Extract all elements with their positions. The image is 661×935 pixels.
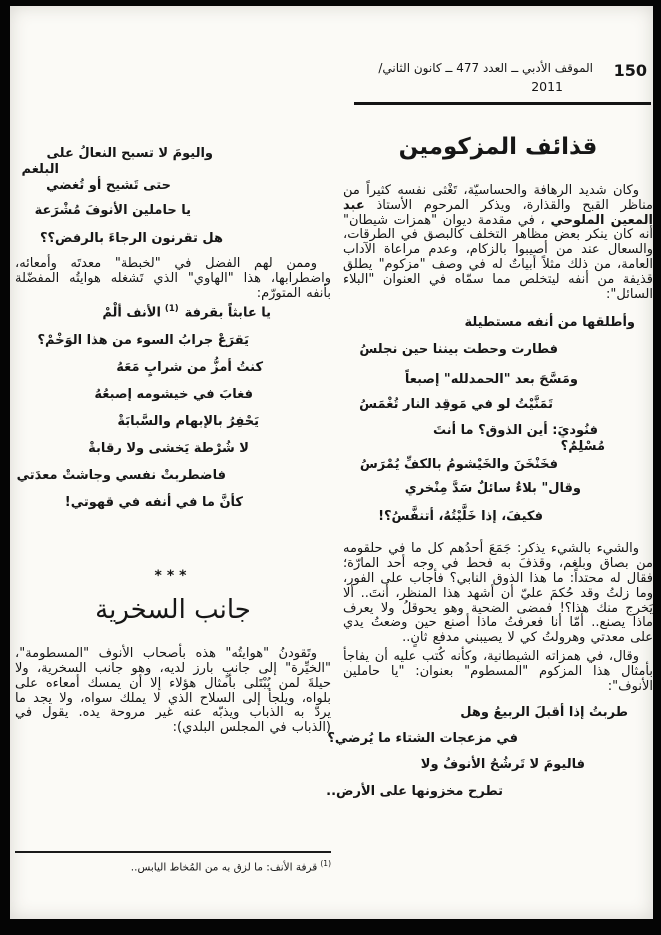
journal-year: 2011: [531, 79, 563, 94]
verse-line: حتى تَشيح أو تُغضي: [46, 178, 171, 193]
verse-line: وأطلقها من أنفه مستطيلة: [464, 315, 635, 331]
verse-line: واليومَ لا تسبح النعالُ على: [46, 146, 213, 161]
verse-line-wrap: مُسْلِمٌ؟: [560, 439, 605, 455]
verse-line-with-footnote: [15, 301, 331, 321]
article-title: قذائف المزكومين: [398, 134, 598, 160]
section-separator: ***: [154, 567, 192, 584]
verse-line: فنُوديَ: أين الذوق؟ ما أنتَ: [432, 423, 598, 439]
verse-line: ومَسَّحَ بعد "الحمدلله" إصبعاً: [404, 372, 578, 388]
verse-line: في مزعجات الشتاء ما يُرضي؟: [327, 731, 518, 747]
footnote-rule: [15, 851, 331, 853]
verse-line: هل تقرنون الرجاءَ بالرفض؟؟: [39, 231, 223, 246]
paragraph-anecdote: والشيء بالشيء يذكر: جَمَعَ أحدُهم كل ما في حلقومه من بصاق وبلغم، وقذفَ به فحط في وجه أحد المارّة؛ فقال له محتداً: ما هذا الذوق النابي؟ فأجاب على الفور، وما زلتُ وقد حُكمَ عليّ أن أشهد هذا المنظر، أنتَ.. ألا يَخرج منك هذا؟! فمضى الضحية وهو يحوقلُ ولا يعرف ماذا يصنع.. أمّا أنا فعرفتُ ماذا أصنع حين وضعتُ يدي على معدتي وهرولتُ كي لا يصيبني مدفع ثانٍ..: [343, 541, 653, 646]
paragraph-intro-text-b: ، في مقدمة ديوان "همزات شيطان" أنه كان ينكر بعض مظاهر التخلف كالبصق في الطرقات، والسعال عند من أصيبوا بالزكام، وعدم مراعاة الآداب العامة، من ذلك مثلاً أبياتٌ له في وصف "مزكوم" يطلق قذيفة من أنفه ليتخلص مما سمّاه في العنوان "البلاء السائل":: [343, 212, 653, 302]
section-title: جانب السخرية: [95, 594, 251, 625]
verse-text-b: الأنف ألْمْ: [102, 305, 161, 321]
paragraph-hamazat: وقال، في همزاته الشيطانية، وكأنه كُتب عليه أن يفاجأ بأمثال هذا المزكوم "المسطوم" بعنوان: "يا حاملين الأنوف":: [343, 648, 653, 694]
verse-line: يا حاملين الأنوفَ مُشْرَعة: [34, 203, 191, 218]
verse-line: كنتُ أمزُّ من شرابٍ مَعَهُ: [116, 359, 263, 375]
verse-text-a: يا عابثاً بقرفة: [184, 305, 271, 321]
page-number: 150: [613, 61, 647, 80]
verse-line: طربتُ إذا أقبلَ الربيعُ وهل: [460, 705, 628, 721]
verse-line: يَقرَعْ جرابُ السوء من هذا الوَخْمْ؟: [37, 332, 249, 348]
verse-line: فغابَ في خيشومه إصبعُهُ: [94, 386, 253, 402]
left-column: [15, 144, 331, 736]
verse-line: فاليومَ لا تَرشُحُ الأنوفُ ولا: [420, 757, 585, 773]
header-rule: [354, 102, 651, 105]
verse-line: يَحْفِرُ بالإبهام والسَّبابَةْ: [117, 413, 259, 429]
paragraph-intro-text-a: وكان شديد الرهافة والحساسيّة، تَغْثى نفسه كثيراً من مناظر القبح والقذارة، ويذكر المرحوم الأستاذ: [343, 183, 653, 213]
verse-line-wrap: البلغم: [21, 162, 59, 177]
footnote-marker: (1): [164, 304, 179, 315]
right-column: [326, 124, 654, 800]
verse-line: كأنَّ ما في أنفه في قهوتي!: [64, 494, 243, 510]
footnote-text: قرفة الأنف: ما لزق به من المُخاط اليابس..: [130, 861, 318, 874]
verse-line: تطرح مخزونها على الأرض..: [326, 784, 503, 800]
paragraph-satire: وتَقودنُ "هوايتُه" هذه بأصحاب الأنوف "المسطومة"، "الخيِّرة" إلى جانبٍ بارز لديه، وهو جانب السخرية، ولا حيلةَ لمن يُبْتَلى بأمثال هؤلاء إلا أن يمسك أمعاءه على بلواه، ويلجأ إلى السلاح الذي لا يملك سواه، ولا يجد ما يردّ به الذباب ويذبّه عنه غير مروحة يده. يقول في (الذباب في المجلس البلدي):: [15, 646, 331, 736]
footnote-marker: (1): [320, 859, 331, 868]
paper-sheet: [10, 6, 653, 919]
paragraph-hobby: وممن لهم الفضل في "لخبطة" معدتَه وأمعائه، واضطرابها، هذا "الهاوي" الذي تَشغله هوايتُه المفضّلة بأنفه المتورّم:: [15, 256, 331, 301]
journal-header-line: الموقف الأدبي ــ العدد 477 ــ كانون الثاني/: [378, 61, 593, 75]
verse-line: لا شُرْطة يَخشى ولا رقابةْ: [88, 440, 249, 456]
paragraph-intro: [343, 184, 653, 302]
verse-line: تَمَنَّيْتُ لو في مَوقِد النار تُغْمَسُ: [359, 397, 553, 413]
verse-line: فخَنْخَنَ والخَيْشومُ بالكفِّ يُمْرَسُ: [359, 457, 558, 473]
verse-line: وقال" بلاءٌ سائلٌ سَدَّ مِنْخري: [404, 481, 581, 497]
verse-line: فطارت وحطت بيننا حين نجلسُ: [359, 342, 558, 358]
verse-line: فاضطربتْ نفسي وجاشتْ معدَتي: [16, 467, 226, 483]
author-name: عبد المعين الملوحي: [343, 197, 654, 228]
footnote: [15, 857, 331, 875]
verse-line: فكيفَ، إذا خَلَّيْتُهُ، أتنفَّسُ؟!: [378, 509, 543, 525]
